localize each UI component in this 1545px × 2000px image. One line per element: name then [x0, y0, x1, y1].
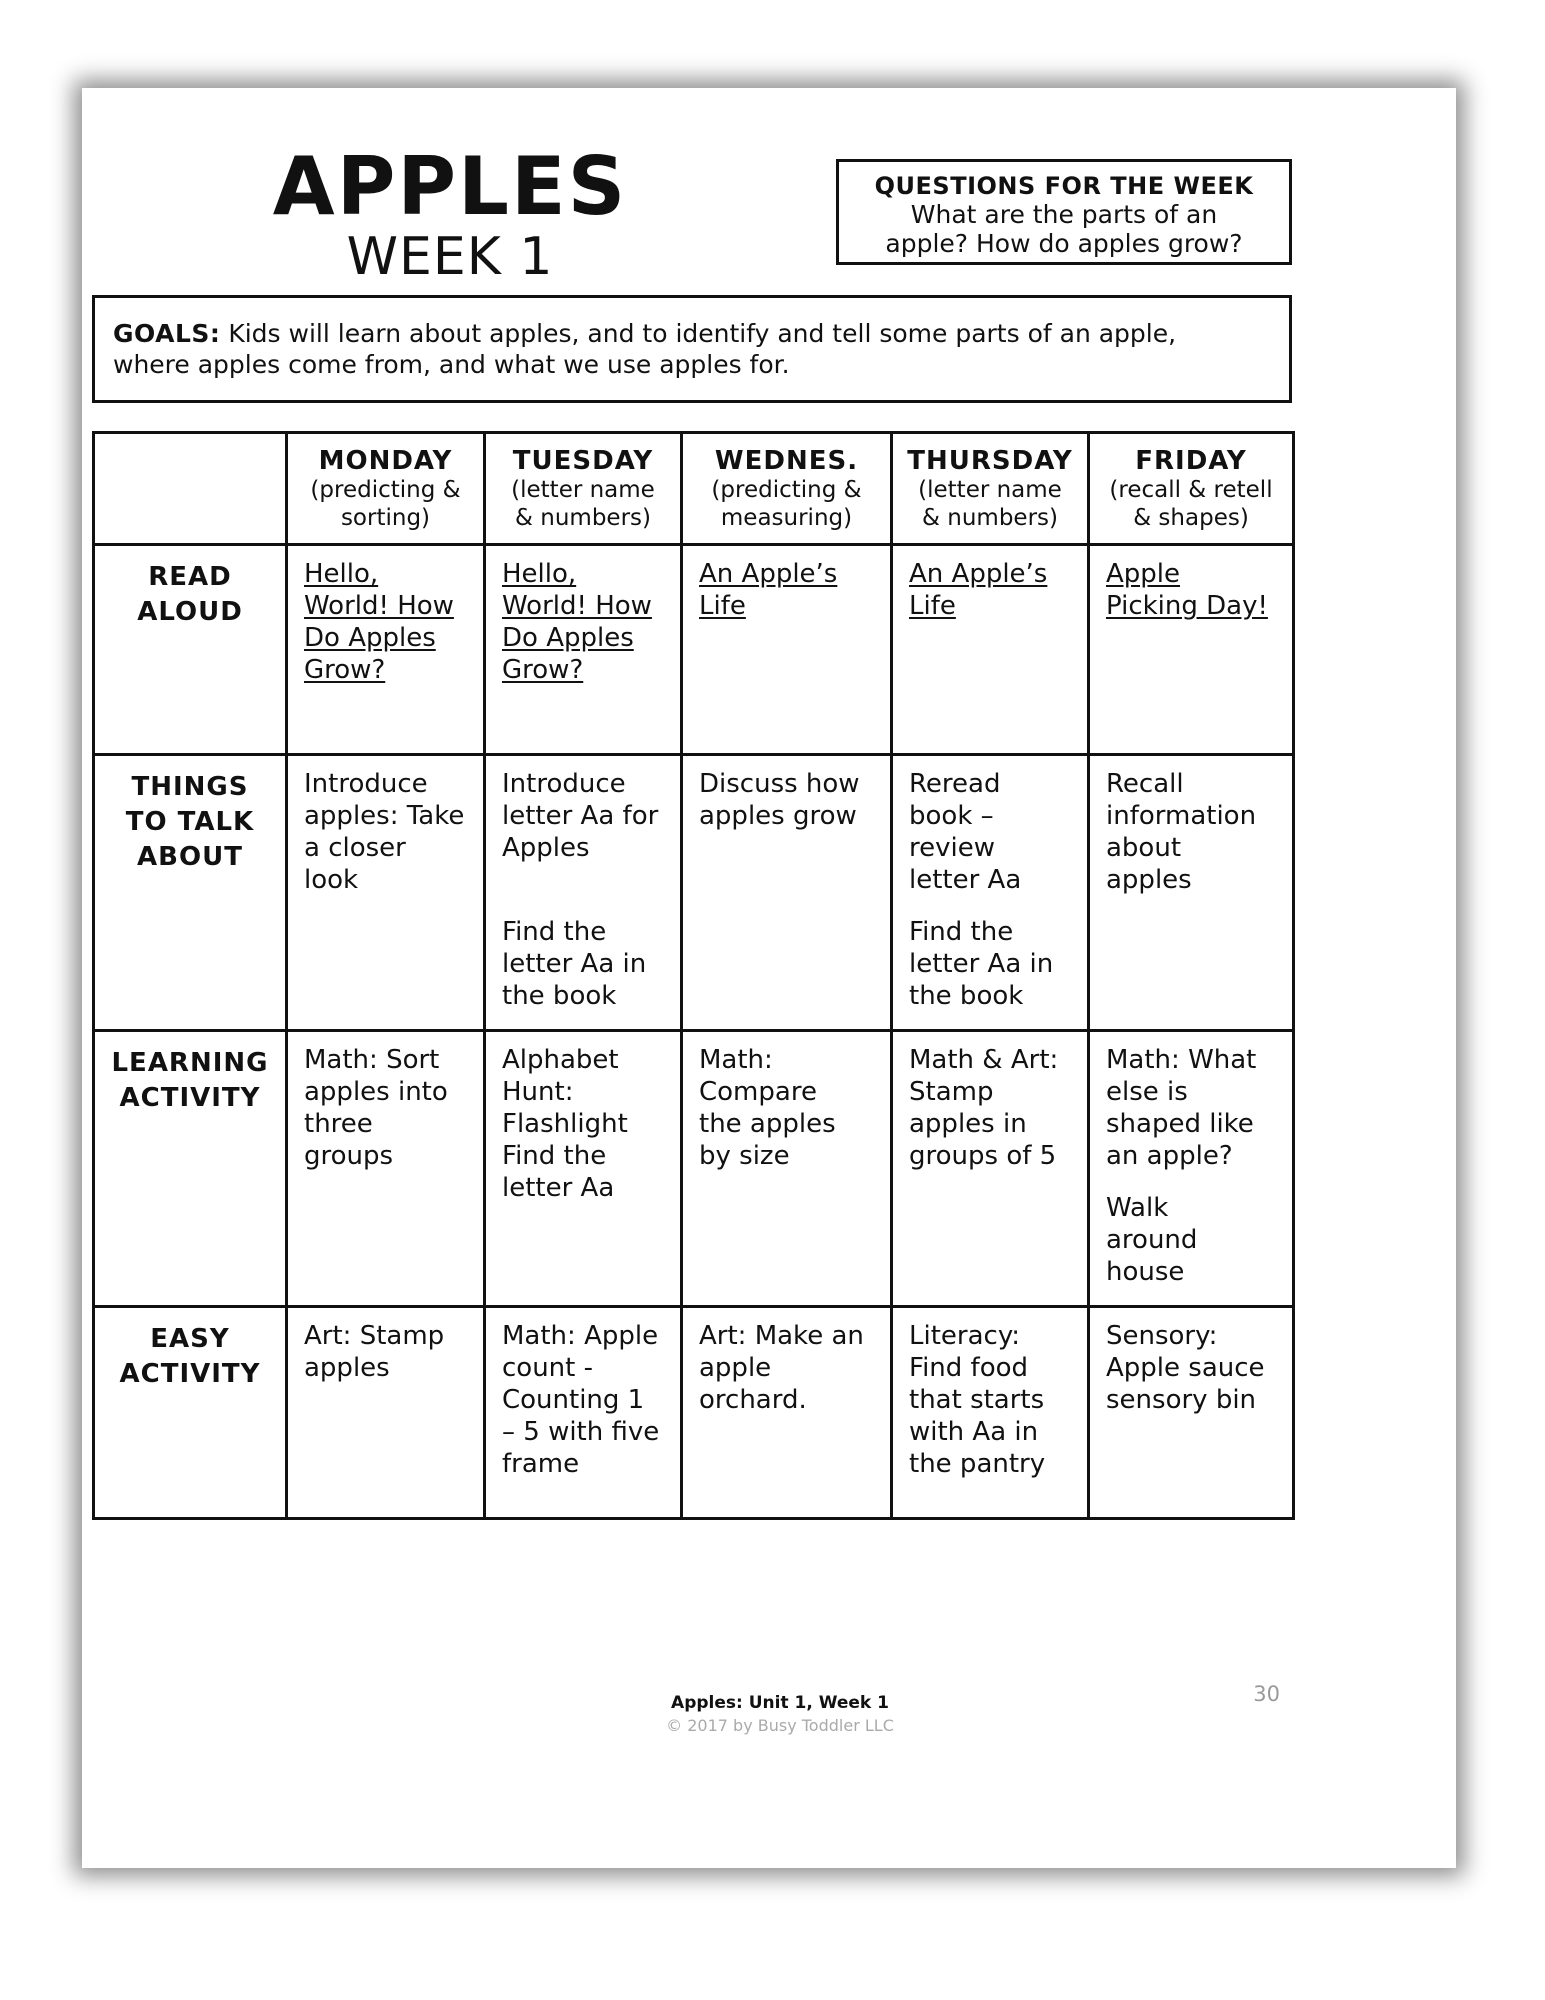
book-title-line: Picking Day! — [1106, 591, 1268, 621]
read-aloud-wednesday — [682, 545, 892, 755]
footer-copyright: © 2017 by Busy Toddler LLC — [666, 1716, 894, 1735]
cell-line: the apples — [699, 1109, 836, 1139]
book-title-line: Do Apples — [304, 623, 436, 653]
cell-line: Alphabet — [502, 1045, 619, 1075]
day-name: THURSDAY — [907, 446, 1073, 476]
cell-line: Reread — [909, 769, 1001, 799]
paragraph-gap — [1106, 1172, 1282, 1192]
book-title-line: Grow? — [502, 655, 584, 685]
easy-wednesday — [682, 1307, 892, 1519]
read-aloud-tuesday — [485, 545, 682, 755]
book-title-line: Hello, — [304, 559, 379, 589]
cell-line: Art: Make an — [699, 1321, 864, 1351]
row-label-line: ABOUT — [137, 842, 243, 872]
questions-box — [836, 159, 1292, 265]
learning-wednesday — [682, 1031, 892, 1307]
questions-heading: QUESTIONS FOR THE WEEK — [874, 172, 1254, 200]
questions-line-1: What are the parts of an — [910, 200, 1218, 229]
corner-cell — [94, 433, 287, 545]
cell-line: by size — [699, 1141, 790, 1171]
table-row-things-to-talk-about — [94, 755, 1294, 1031]
cell-line: three — [304, 1109, 373, 1139]
cell-line: apples grow — [699, 801, 857, 831]
book-title-line: Hello, — [502, 559, 577, 589]
cell-line: letter Aa — [909, 865, 1022, 895]
easy-tuesday — [485, 1307, 682, 1519]
talk-monday — [287, 755, 485, 1031]
day-subtitle: sorting) — [340, 505, 431, 531]
day-header-thursday — [892, 433, 1089, 545]
cell-line: Find the — [502, 917, 607, 947]
goals-text-1: Kids will learn about apples, and to identify and tell some parts of an apple, — [228, 319, 1177, 348]
footer-title: Apples: Unit 1, Week 1 — [671, 1693, 889, 1713]
talk-wednesday — [682, 755, 892, 1031]
book-title-line: World! How — [502, 591, 652, 621]
cell-line: around — [1106, 1225, 1198, 1255]
cell-line: look — [304, 865, 359, 895]
day-header-monday — [287, 433, 485, 545]
cell-line: Literacy: — [909, 1321, 1021, 1351]
cell-line: about — [1106, 833, 1182, 863]
easy-monday — [287, 1307, 485, 1519]
cell-line: frame — [502, 1449, 580, 1479]
cell-line: Apples — [502, 833, 590, 863]
book-title-line: Grow? — [304, 655, 386, 685]
day-subtitle: (predicting & — [310, 477, 461, 503]
book-title-line: Do Apples — [502, 623, 634, 653]
day-header-tuesday — [485, 433, 682, 545]
table-row-easy-activity — [94, 1307, 1294, 1519]
day-subtitle: (recall & retell — [1109, 477, 1273, 503]
cell-line: groups — [304, 1141, 394, 1171]
goals-box — [92, 295, 1292, 403]
goals-line-1 — [113, 318, 1271, 349]
cell-line: information — [1106, 801, 1257, 831]
read-aloud-monday — [287, 545, 485, 755]
day-subtitle: & shapes) — [1133, 505, 1249, 531]
cell-line: Recall — [1106, 769, 1184, 799]
row-label-line: ACTIVITY — [119, 1359, 261, 1389]
table-row-learning-activity — [94, 1031, 1294, 1307]
talk-tuesday — [485, 755, 682, 1031]
cell-line: apple — [699, 1353, 772, 1383]
read-aloud-friday — [1089, 545, 1294, 755]
paragraph-gap — [909, 896, 1077, 916]
day-name: MONDAY — [318, 446, 453, 476]
cell-line: orchard. — [699, 1385, 807, 1415]
cell-line: – 5 with five — [502, 1417, 660, 1447]
cell-line: Math: — [699, 1045, 773, 1075]
book-title-line: Apple — [1106, 559, 1181, 589]
cell-line: Art: Stamp — [304, 1321, 445, 1351]
cell-line: apples in — [909, 1109, 1027, 1139]
cell-line: else is — [1106, 1077, 1188, 1107]
table-row-read-aloud — [94, 545, 1294, 755]
cell-line: apples into — [304, 1077, 448, 1107]
cell-line: the book — [502, 981, 617, 1011]
cell-line: Walk — [1106, 1193, 1169, 1223]
weekly-plan-table — [92, 431, 1295, 1520]
learning-friday — [1089, 1031, 1294, 1307]
day-header-wednesday — [682, 433, 892, 545]
title-block — [250, 140, 650, 287]
day-subtitle: & numbers) — [515, 505, 651, 531]
day-subtitle: & numbers) — [922, 505, 1058, 531]
page-subtitle: WEEK 1 — [346, 227, 554, 287]
table-header-row — [94, 433, 1294, 545]
page-title: APPLES — [272, 140, 628, 233]
goals-line-2: where apples come from, and what we use apples for. — [113, 350, 790, 379]
day-name: WEDNES. — [714, 446, 859, 476]
cell-line: Apple sauce — [1106, 1353, 1265, 1383]
cell-line: Math: Sort — [304, 1045, 440, 1075]
read-aloud-thursday — [892, 545, 1089, 755]
book-title-line: Life — [909, 591, 956, 621]
book-title-line: Life — [699, 591, 746, 621]
cell-line: Math: What — [1106, 1045, 1257, 1075]
book-title-line: World! How — [304, 591, 454, 621]
row-label-learning-activity — [94, 1031, 287, 1307]
day-subtitle: (letter name — [918, 477, 1062, 503]
day-subtitle: (letter name — [511, 477, 655, 503]
cell-line: apples — [304, 1353, 390, 1383]
row-label-line: TO TALK — [125, 807, 255, 837]
cell-line: that starts — [909, 1385, 1045, 1415]
cell-line: count - — [502, 1353, 593, 1383]
cell-line: apples: Take — [304, 801, 465, 831]
cell-line: a closer — [304, 833, 406, 863]
row-label-easy-activity — [94, 1307, 287, 1519]
day-subtitle: measuring) — [720, 505, 853, 531]
cell-line: Discuss how — [699, 769, 860, 799]
cell-line: house — [1106, 1257, 1185, 1287]
learning-thursday — [892, 1031, 1089, 1307]
day-name: FRIDAY — [1135, 446, 1247, 476]
cell-line: Introduce — [304, 769, 428, 799]
row-label-things-to-talk-about — [94, 755, 287, 1031]
cell-line: Hunt: — [502, 1077, 574, 1107]
cell-line: Find the — [909, 917, 1014, 947]
cell-line: shaped like — [1106, 1109, 1254, 1139]
cell-line: letter Aa for — [502, 801, 659, 831]
learning-monday — [287, 1031, 485, 1307]
cell-line: an apple? — [1106, 1141, 1233, 1171]
cell-line: review — [909, 833, 995, 863]
goals-label: GOALS: — [113, 319, 221, 348]
easy-thursday — [892, 1307, 1089, 1519]
book-title-line: An Apple’s — [699, 559, 838, 589]
row-label-line: EASY — [150, 1324, 230, 1354]
cell-line: Flashlight — [502, 1109, 628, 1139]
paragraph-gap — [502, 864, 670, 916]
cell-line: Counting 1 — [502, 1385, 645, 1415]
row-label-line: LEARNING — [111, 1048, 269, 1078]
cell-line: Math & Art: — [909, 1045, 1059, 1075]
cell-line: sensory bin — [1106, 1385, 1257, 1415]
talk-thursday — [892, 755, 1089, 1031]
cell-line: Sensory: — [1106, 1321, 1218, 1351]
cell-line: apples — [1106, 865, 1192, 895]
cell-line: letter Aa in — [909, 949, 1054, 979]
day-name: TUESDAY — [512, 446, 654, 476]
cell-line: Math: Apple — [502, 1321, 659, 1351]
cell-line: the pantry — [909, 1449, 1046, 1479]
book-title-line: An Apple’s — [909, 559, 1048, 589]
talk-friday — [1089, 755, 1294, 1031]
cell-line: book – — [909, 801, 994, 831]
learning-tuesday — [485, 1031, 682, 1307]
row-label-read-aloud — [94, 545, 287, 755]
cell-line: Compare — [699, 1077, 817, 1107]
day-header-friday — [1089, 433, 1294, 545]
row-label-line: THINGS — [131, 772, 249, 802]
cell-line: letter Aa — [502, 1173, 615, 1203]
cell-line: Introduce — [502, 769, 626, 799]
cell-line: with Aa in — [909, 1417, 1039, 1447]
row-label-line: ALOUD — [137, 597, 243, 627]
easy-friday — [1089, 1307, 1294, 1519]
cell-line: Stamp — [909, 1077, 994, 1107]
row-label-line: READ — [148, 562, 232, 592]
cell-line: Find the — [502, 1141, 607, 1171]
cell-line: Find food — [909, 1353, 1029, 1383]
page-number: 30 — [1253, 1682, 1280, 1706]
questions-line-2: apple? How do apples grow? — [885, 229, 1243, 258]
cell-line: letter Aa in — [502, 949, 647, 979]
cell-line: the book — [909, 981, 1024, 1011]
day-subtitle: (predicting & — [711, 477, 862, 503]
row-label-line: ACTIVITY — [119, 1083, 261, 1113]
cell-line: groups of 5 — [909, 1141, 1057, 1171]
